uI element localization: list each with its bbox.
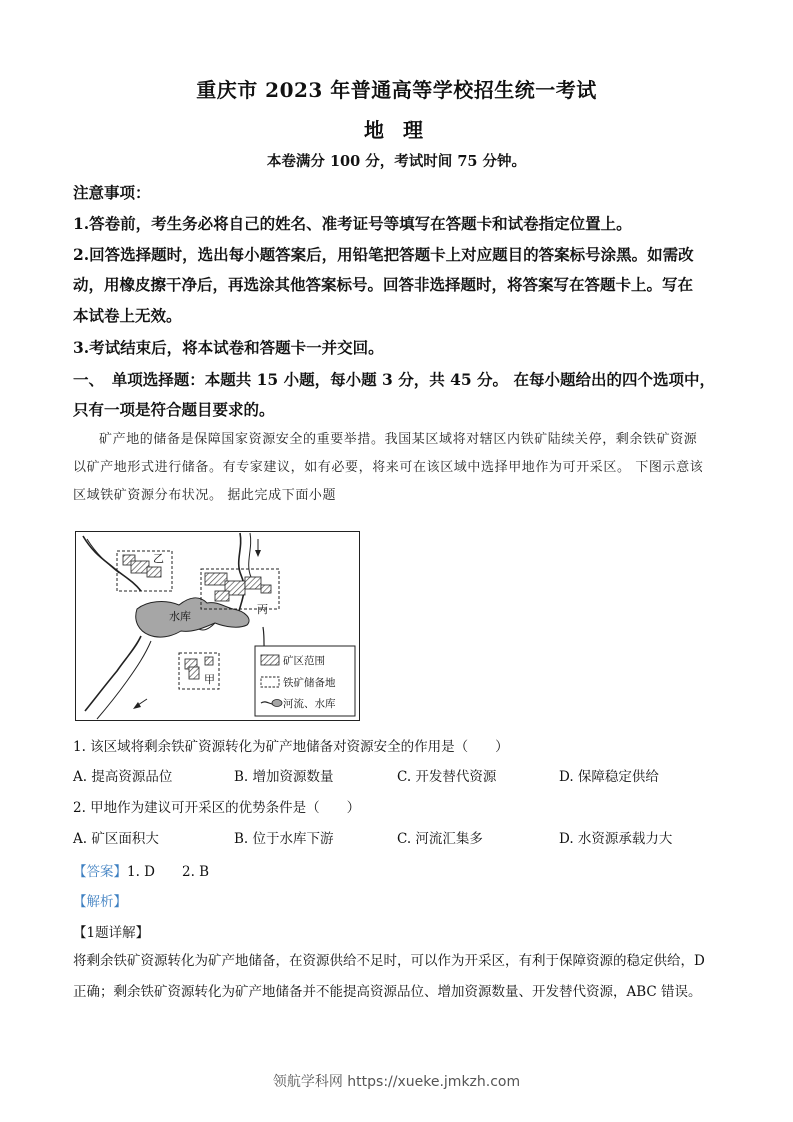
notice-item-2-line-1: 2.回答选择题时，选出每小题答案后，用铅笔把答题卡上对应题目的答案标号涂黑。如需改 [73, 245, 694, 264]
answer-tag: 【答案】 [73, 864, 127, 880]
passage-line-1: 矿产地的储备是保障国家资源安全的重要举措。我国某区域将对辖区内铁矿陆续关停，剩余铁矿资源 [99, 432, 698, 447]
section-heading-line-2: 只有一项是符合题目要求的。 [73, 400, 275, 419]
subject-title: 地 理 [364, 118, 429, 142]
detail-line-2: 正确；剩余铁矿资源转化为矿产地储备并不能提高资源品位、增加资源数量、开发替代资源，ABC 错误。 [73, 984, 702, 1000]
notice-item-1: 1.答卷前，考生务必将自己的姓名、准考证号等填写在答题卡和试卷指定位置上。 [73, 214, 632, 233]
section-heading-line-1: 一、 单项选择题：本题共 15 小题，每小题 3 分，共 45 分。 在每小题给出的四个选项中， [73, 370, 715, 389]
question-2-option-c: C. 河流汇集多 [397, 831, 483, 847]
notice-item-3: 3.考试结束后，将本试卷和答题卡一并交回。 [73, 338, 384, 357]
question-1-option-d: D. 保障稳定供给 [559, 769, 659, 785]
reservoir-label: 水库 [169, 610, 191, 623]
detail-heading: 【1题详解】 [73, 925, 150, 941]
footer-watermark: 领航学科网 https://xueke.jmkzh.com [272, 1074, 521, 1090]
question-2-option-b: B. 位于水库下游 [234, 831, 334, 847]
detail-line-1: 将剩余铁矿资源转化为矿产地储备，在资源供给不足时，可以作为开采区，有利于保障资源的稳定供给，D [73, 953, 705, 969]
question-2-option-a: A. 矿区面积大 [73, 831, 159, 847]
legend-mine-label: 矿区范围 [283, 655, 325, 667]
notice-item-2-line-3: 本试卷上无效。 [73, 306, 182, 325]
answer-line [73, 860, 209, 880]
answer-text: 1. D 2. B [127, 864, 210, 880]
site-yi-label: 乙 [153, 552, 164, 565]
notice-heading: 注意事项： [73, 183, 151, 202]
analysis-tag: 【解析】 [73, 894, 127, 910]
legend-mine-swatch [261, 655, 279, 665]
question-2-option-d: D. 水资源承载力大 [559, 831, 673, 847]
question-1-option-c: C. 开发替代资源 [397, 769, 497, 785]
passage-line-2: 以矿产地形式进行储备。有专家建议，如有必要，将来可在该区域中选择甲地作为可开采区。 下图示意该 [73, 460, 704, 475]
question-1-option-b: B. 增加资源数量 [234, 769, 334, 785]
exam-title: 重庆市 2023 年普通高等学校招生统一考试 [196, 78, 597, 102]
site-jia-label: 甲 [204, 673, 215, 686]
legend-water-label: 河流、水库 [283, 698, 336, 710]
legend-storage-label: 铁矿储备地 [283, 677, 336, 689]
question-1-option-a: A. 提高资源品位 [73, 769, 173, 785]
notice-item-2-line-2: 动，用橡皮擦干净后，再选涂其他答案标号。回答非选择题时，将答案写在答题卡上。写在 [73, 275, 694, 294]
score-time-line: 本卷满分 100 分，考试时间 75 分钟。 [266, 153, 527, 170]
question-1-stem: 1. 该区域将剩余铁矿资源转化为矿产地储备对资源安全的作用是（ ） [73, 739, 509, 755]
question-2-stem: 2. 甲地作为建议可开采区的优势条件是（ ） [73, 800, 361, 816]
site-bing-label: 丙 [257, 603, 268, 616]
passage-line-3: 区域铁矿资源分布状况。 据此完成下面小题 [73, 488, 337, 503]
iron-ore-distribution-map [75, 531, 360, 721]
